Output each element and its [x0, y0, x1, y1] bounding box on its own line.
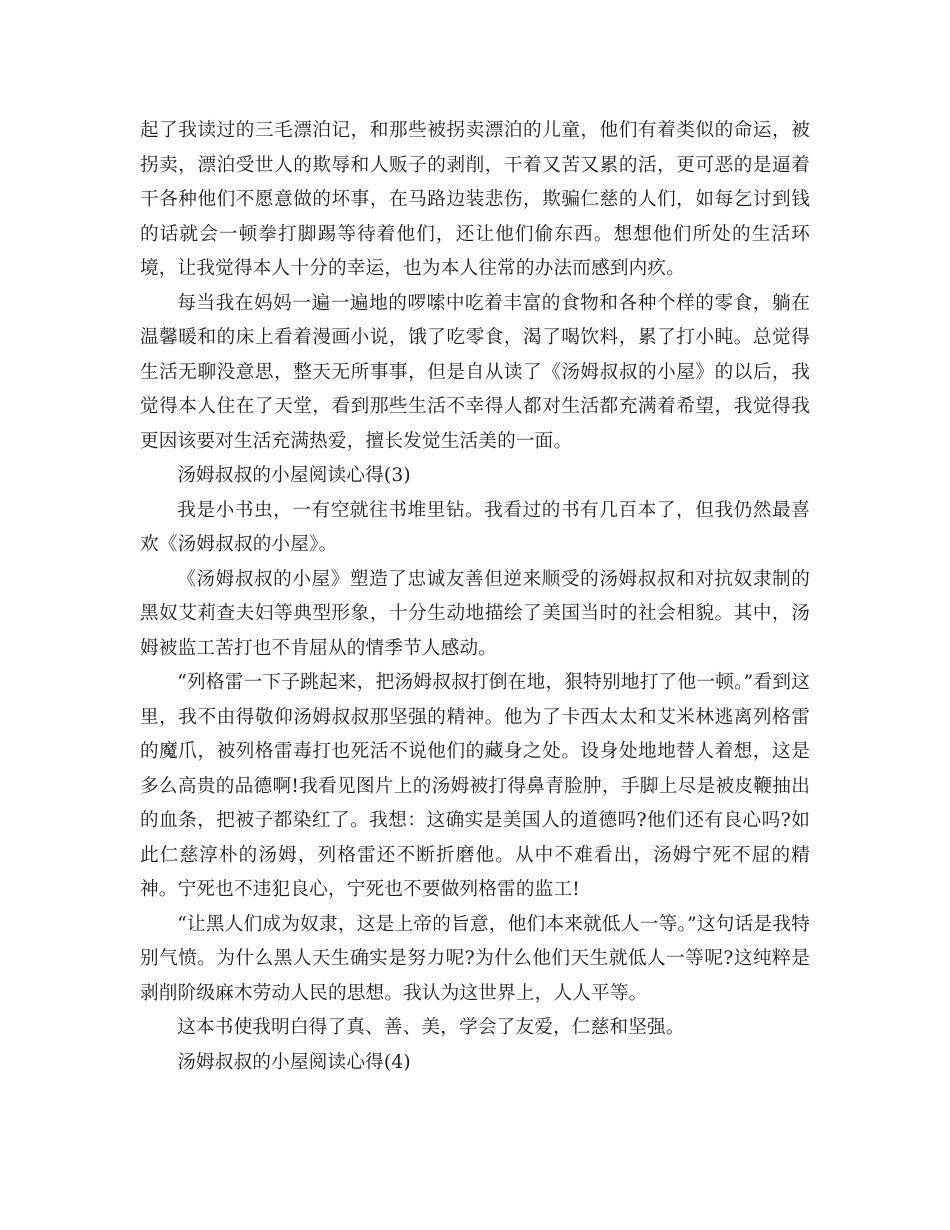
- paragraph: 《汤姆叔叔的小屋》塑造了忠诚友善但逆来顺受的汤姆叔叔和对抗奴隶制的黑奴艾莉查夫妇等典型形象，十分生动地描绘了美国当时的社会相貌。其中，汤姆被监工苦打也不肯屈从的情季节人感动。: [140, 568, 810, 659]
- paragraph: 我是小书虫，一有空就往书堆里钻。我看过的书有几百本了，但我仍然最喜欢《汤姆叔叔的小屋》。: [140, 499, 810, 555]
- paragraph-continuation: 起了我读过的三毛漂泊记，和那些被拐卖漂泊的儿童，他们有着类似的命运，被拐卖，漂泊受世人的欺辱和人贩子的剥削，干着又苦又累的活，更可恶的是逼着干各种他们不愿意做的坏事，在马路边装悲伤，欺骗仁慈的人们，如每乞讨到钱的话就会一顿拳打脚踢等待着他们，还让他们偷东西。想想他们所处的生活环境，让我觉得本人十分的幸运，也为本人往常的办法而感到内疚。: [140, 120, 810, 279]
- paragraph: 每当我在妈妈一遍一遍地的啰嗦中吃着丰富的食物和各种个样的零食，躺在温馨暖和的床上看着漫画小说，饿了吃零食，渴了喝饮料，累了打小盹。总觉得生活无聊没意思，整天无所事事，但是自从读了《汤姆叔叔的小屋》的以后，我觉得本人住在了天堂，看到那些生活不幸得人都对生活都充满着希望，我觉得我更因该要对生活充满热爱，擅长发觉生活美的一面。: [140, 292, 810, 452]
- section-heading: 汤姆叔叔的小屋阅读心得(4): [177, 1051, 411, 1073]
- document-body: [140, 114, 810, 1080]
- paragraph: 这本书使我明白得了真、善、美，学会了友爱，仁慈和坚强。: [177, 1017, 685, 1038]
- section-heading: 汤姆叔叔的小屋阅读心得(3): [177, 465, 411, 486]
- paragraph: “让黑人们成为奴隶，这是上帝的旨意，他们本来就低人一等。”这句话是我特别气愤。为什么黑人天生确实是努力呢?为什么他们天生就低人一等呢?这纯粹是剥削阶级麻木劳动人民的思想。我认为这世界上，人人平等。: [140, 913, 810, 1004]
- paragraph: “列格雷一下子跳起来，把汤姆叔叔打倒在地，狠特别地打了他一顿。”看到这里，我不由得敬仰汤姆叔叔那坚强的精神。他为了卡西太太和艾米林逃离列格雷的魔爪，被列格雷毒打也死活不说他们的藏身之处。设身处地地替人着想，这是多么高贵的品德啊!我看见图片上的汤姆被打得鼻青脸肿，手脚上尽是被皮鞭抽出的血条，把被子都染红了。我想：这确实是美国人的道德吗?他们还有良心吗?如此仁慈淳朴的汤姆，列格雷还不断折磨他。从中不难看出，汤姆宁死不屈的精神。宁死也不违犯良心，宁死也不要做列格雷的监工!: [140, 672, 810, 900]
